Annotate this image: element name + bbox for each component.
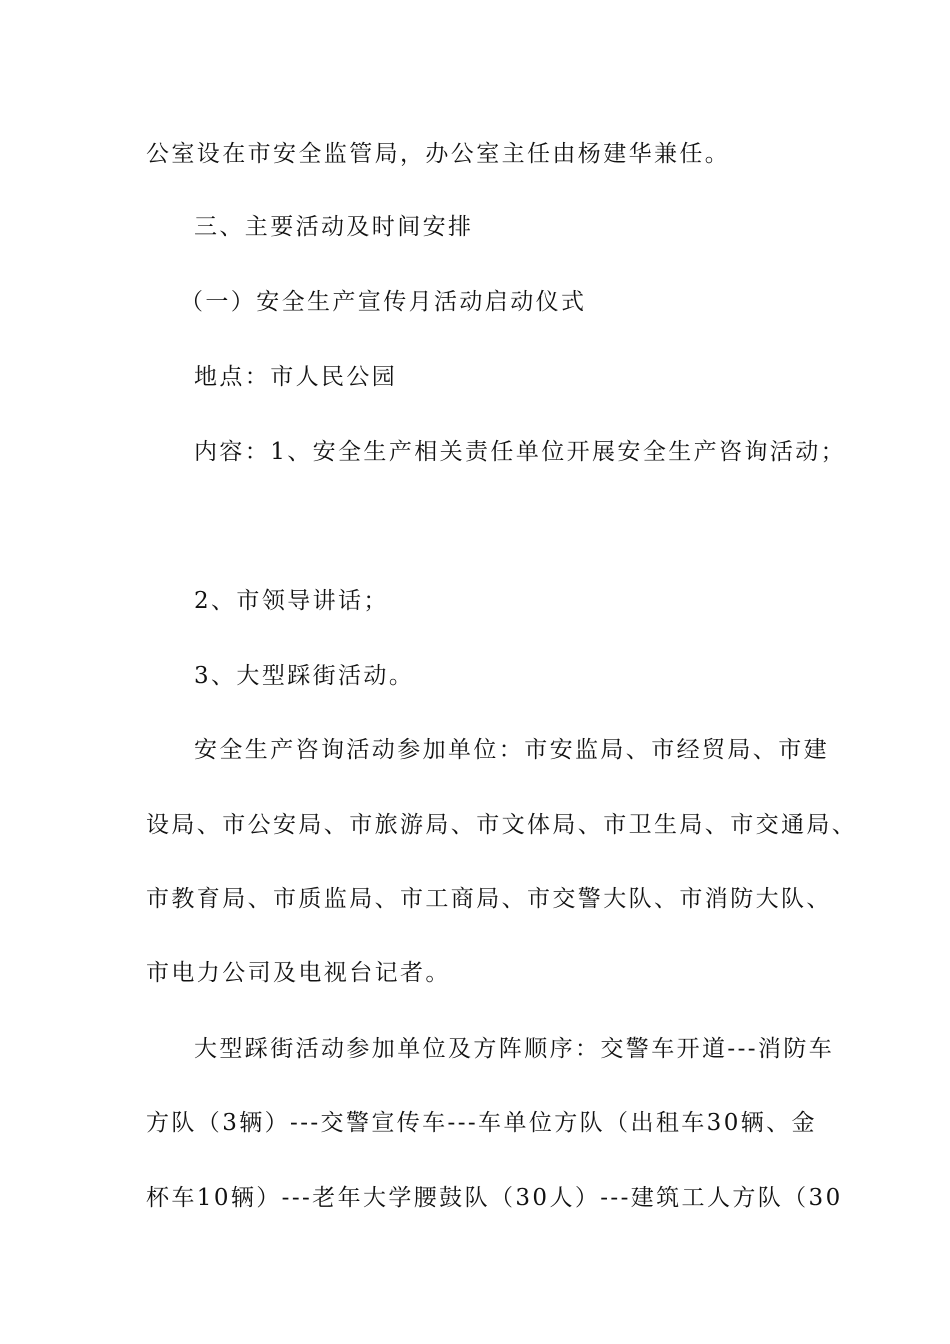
subsection-heading-launch-ceremony: （一）安全生产宣传月活动启动仪式 <box>180 289 587 315</box>
content-item-3: 3、大型踩街活动。 <box>194 663 415 689</box>
paragraph-parade-order-line-2: 方队（3辆）---交警宣传车---车单位方队（出租车30辆、金 <box>146 1110 817 1136</box>
paragraph-consultation-units-line-4: 市电力公司及电视台记者。 <box>146 960 451 986</box>
paragraph-office-note: 公室设在市安全监管局，办公室主任由杨建华兼任。 <box>146 141 731 167</box>
paragraph-parade-order-line-1: 大型踩街活动参加单位及方阵顺序：交警车开道---消防车 <box>194 1036 835 1062</box>
content-item-2: 2、市领导讲话； <box>194 588 389 614</box>
content-item-1: 内容：1、安全生产相关责任单位开展安全生产咨询活动； <box>194 439 847 465</box>
paragraph-consultation-units-line-3: 市教育局、市质监局、市工商局、市交警大队、市消防大队、 <box>146 886 832 912</box>
paragraph-consultation-units-line-2: 设局、市公安局、市旅游局、市文体局、市卫生局、市交通局、 <box>146 812 858 838</box>
section-heading-main-activities: 三、主要活动及时间安排 <box>194 214 474 240</box>
paragraph-consultation-units-line-1: 安全生产咨询活动参加单位：市安监局、市经贸局、市建 <box>194 737 829 763</box>
location-line: 地点：市人民公园 <box>194 364 398 390</box>
paragraph-parade-order-line-3: 杯车10辆）---老年大学腰鼓队（30人）---建筑工人方队（30 <box>146 1185 843 1211</box>
